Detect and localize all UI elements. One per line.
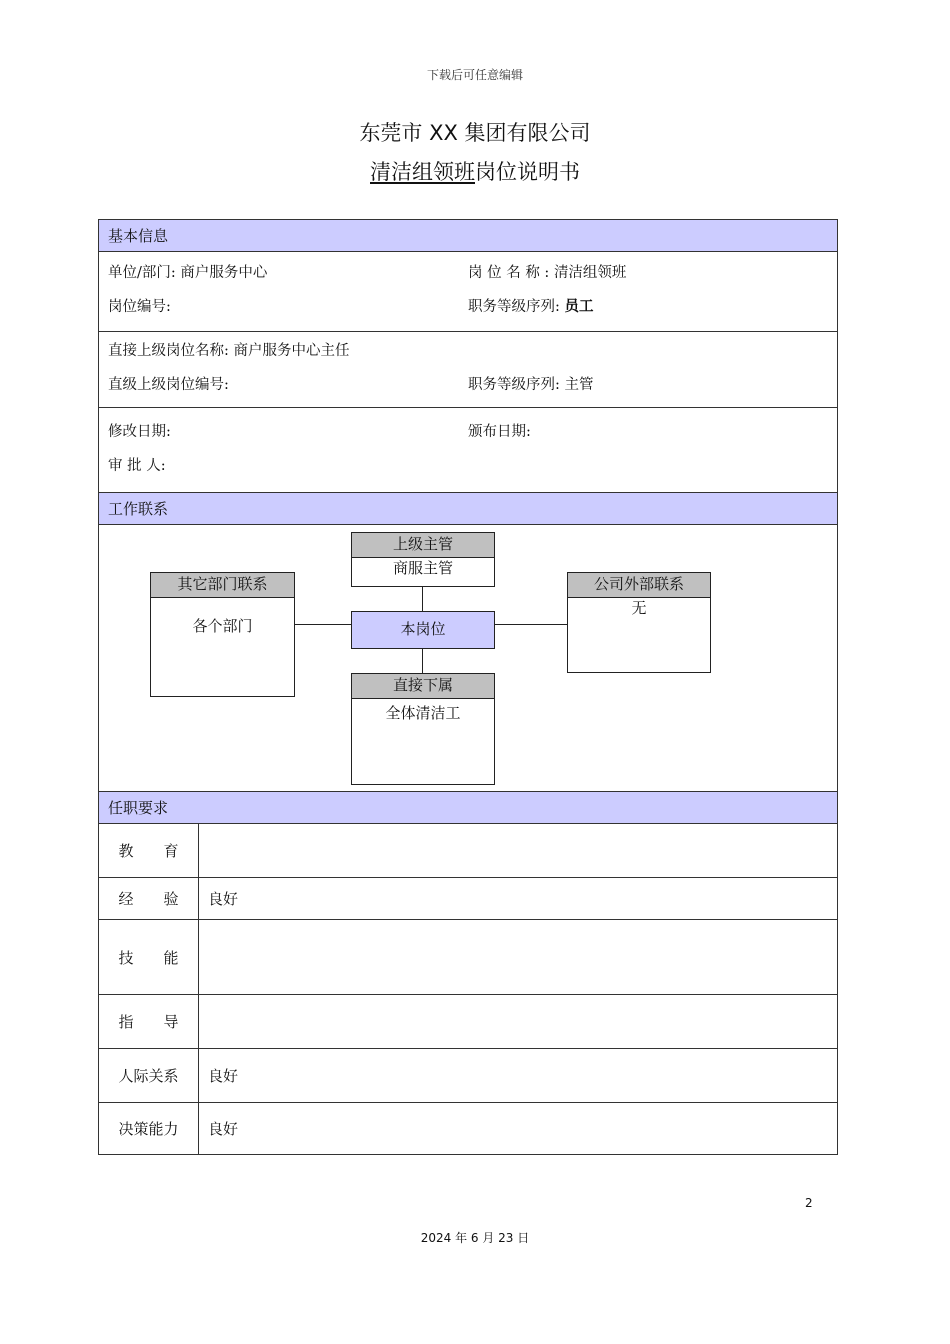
modify-date-field: 修改日期:	[108, 424, 171, 440]
connector-line	[422, 586, 423, 611]
other-dept-box	[150, 572, 295, 697]
superior-no-field: 直级上级岗位编号:	[108, 377, 229, 393]
requirement-label: 人际关系	[99, 1049, 199, 1102]
post-name-label: 岗 位 名 称 :	[468, 265, 550, 281]
requirement-row	[99, 1049, 837, 1103]
other-dept-box-body: 各个部门	[192, 617, 253, 635]
connector-line	[295, 624, 351, 625]
grade-value: 员工	[564, 298, 594, 315]
requirement-label: 技 能	[99, 920, 199, 994]
superior-box	[351, 532, 495, 587]
requirement-label: 经 验	[99, 878, 199, 919]
current-post-box: 本岗位	[351, 611, 495, 649]
connector-line	[495, 624, 567, 625]
subordinate-box-body: 全体清洁工	[385, 704, 461, 722]
requirement-label: 决策能力	[99, 1103, 199, 1154]
subordinate-box-header: 直接下属	[352, 674, 494, 699]
superior-grade-label: 职务等级序列:	[468, 377, 560, 393]
requirement-row	[99, 920, 837, 995]
superior-name-value: 商户服务中心主任	[233, 343, 350, 359]
unit-field	[108, 261, 267, 282]
section-basic-info: 基本信息	[99, 220, 837, 252]
header-note: 下载后可任意编辑	[426, 68, 523, 82]
approver-field: 审 批 人:	[108, 458, 166, 474]
connector-line	[422, 649, 423, 674]
job-description-form	[98, 219, 838, 1155]
document-subtitle	[0, 156, 950, 186]
superior-grade-field	[468, 373, 594, 394]
superior-box-body: 商服主管	[392, 559, 453, 577]
grade-label: 职务等级序列:	[468, 299, 560, 315]
external-box-header: 公司外部联系	[568, 573, 710, 598]
subtitle-rest: 岗位说明书	[475, 160, 580, 184]
section-requirements: 任职要求	[99, 792, 837, 824]
subordinate-box	[351, 673, 495, 785]
requirement-label: 指 导	[99, 995, 199, 1048]
requirement-row	[99, 995, 837, 1049]
grade-field	[468, 295, 594, 316]
requirement-label: 教 育	[99, 824, 199, 877]
requirement-value: 良好	[208, 1067, 239, 1085]
requirement-value: 良好	[208, 1120, 239, 1138]
external-box	[567, 572, 711, 673]
requirement-row	[99, 878, 837, 920]
section-work-relations: 工作联系	[99, 493, 837, 525]
requirement-row	[99, 824, 837, 878]
other-dept-box-header: 其它部门联系	[151, 573, 294, 598]
post-no-field: 岗位编号:	[108, 299, 171, 315]
unit-value: 商户服务中心	[180, 265, 268, 281]
divider	[99, 407, 837, 408]
position-name-underlined: 清洁组领班	[370, 160, 475, 184]
superior-box-header: 上级主管	[352, 533, 494, 558]
external-box-body: 无	[631, 599, 647, 617]
document-title: 东莞市 XX 集团有限公司	[359, 121, 591, 145]
footer-date: 2024 年 6 月 23 日	[420, 1231, 530, 1245]
page-number: 2	[805, 1196, 813, 1210]
divider	[99, 331, 837, 332]
post-name-field	[468, 261, 626, 282]
superior-name-field	[108, 339, 350, 360]
requirement-value: 良好	[208, 890, 239, 908]
requirement-row	[99, 1103, 837, 1154]
unit-label: 单位/部门:	[108, 265, 176, 281]
superior-name-label: 直接上级岗位名称:	[108, 343, 229, 359]
superior-grade-value: 主管	[564, 377, 594, 393]
publish-date-field: 颁布日期:	[468, 424, 531, 440]
post-name-value: 清洁组领班	[553, 265, 627, 281]
